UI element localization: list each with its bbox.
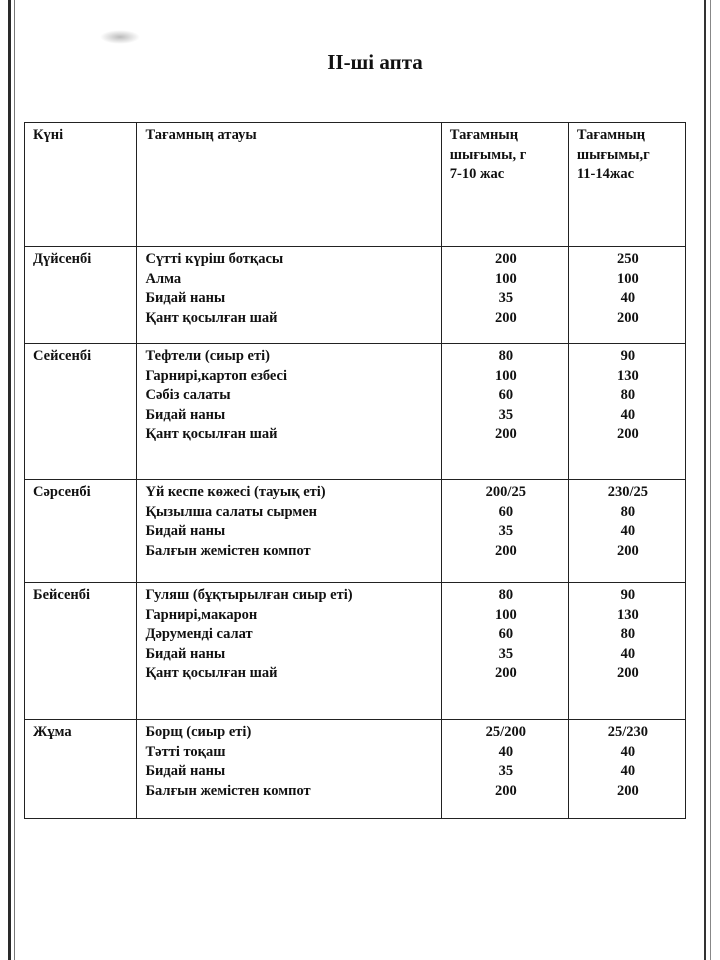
- day-cell: [25, 247, 137, 344]
- yield-value: 40: [620, 406, 636, 423]
- day-label: Дүйсенбі: [33, 251, 92, 267]
- dish-name: Қант қосылған шай: [145, 426, 278, 442]
- day-label: Жұма: [33, 724, 72, 740]
- yield-value: 200/25: [485, 484, 526, 500]
- dish-name: Қант қосылған шай: [145, 309, 278, 326]
- header-day: Күні: [25, 123, 137, 247]
- day-cell: [25, 583, 137, 720]
- table-row: [25, 583, 686, 720]
- dish-name: Үй кеспе көжесі (тауық еті): [145, 484, 326, 500]
- yield-value: 230/25: [607, 484, 649, 500]
- scan-edge-right: [704, 0, 706, 960]
- dish-name: Тәтті тоқаш: [145, 743, 226, 760]
- yield-value: 35: [498, 645, 514, 662]
- yield-11-14-cell: [568, 480, 685, 583]
- yield-value: 130: [617, 606, 639, 623]
- dish-cell: [137, 247, 441, 344]
- day-label: Сәрсенбі: [33, 484, 91, 500]
- yield-value: 100: [494, 606, 517, 623]
- dish-name: Дәруменді салат: [145, 626, 253, 642]
- day-cell: [25, 720, 137, 819]
- yield-7-10-cell: [441, 247, 568, 344]
- header-name: Тағамның атауы: [137, 123, 441, 247]
- yield-value: 80: [498, 348, 514, 364]
- table-header-row: [25, 123, 686, 247]
- yield-value: 80: [498, 587, 514, 603]
- table-row: [25, 720, 686, 819]
- yield-value: 200: [494, 251, 517, 267]
- yield-value: 40: [620, 290, 636, 306]
- yield-value: 130: [617, 367, 639, 384]
- scan-edge-left: [8, 0, 11, 960]
- yield-7-10-cell: [441, 720, 568, 819]
- yield-value: 80: [620, 503, 636, 520]
- dish-cell: [137, 583, 441, 720]
- yield-value: 200: [494, 665, 517, 681]
- yield-value: 200: [617, 782, 639, 799]
- day-label: Бейсенбі: [33, 587, 91, 603]
- dish-name: Борщ (сиыр еті): [145, 724, 252, 740]
- dish-name: Гуляш (бұқтырылған сиыр еті): [145, 587, 353, 603]
- dish-name: Бидай наны: [145, 523, 226, 539]
- yield-value: 40: [620, 743, 636, 760]
- yield-value: 60: [498, 387, 514, 403]
- yield-value: 250: [617, 251, 639, 267]
- dish-name: Қызылша салаты сырмен: [145, 503, 318, 520]
- yield-value: 200: [617, 665, 639, 681]
- yield-11-14-cell: [568, 720, 685, 819]
- dish-name: Тефтели (сиыр еті): [145, 348, 270, 364]
- dish-cell: [137, 344, 441, 480]
- day-cell: [25, 480, 137, 583]
- dish-name: Бидай наны: [145, 763, 226, 779]
- yield-value: 35: [498, 406, 514, 423]
- yield-value: 90: [620, 348, 636, 364]
- yield-value: 100: [494, 270, 517, 287]
- dish-name: Балғын жемістен компот: [145, 782, 311, 799]
- dish-name: Бидай наны: [145, 645, 226, 662]
- yield-value: 40: [620, 523, 636, 539]
- dish-name: Алма: [145, 270, 182, 287]
- yield-value: 40: [498, 743, 514, 760]
- dish-name: Сәбіз салаты: [145, 387, 231, 403]
- scan-edge-right-inner: [710, 0, 711, 960]
- dish-name: Гарнирі,картоп езбесі: [145, 367, 287, 384]
- yield-value: 35: [498, 290, 514, 306]
- yield-value: 35: [498, 523, 514, 539]
- dish-name: Қант қосылған шай: [145, 665, 278, 681]
- yield-value: 40: [620, 645, 636, 662]
- dish-name: Сүтті күріш ботқасы: [145, 251, 284, 267]
- yield-value: 25/230: [607, 724, 649, 740]
- yield-7-10-cell: [441, 480, 568, 583]
- table-row: [25, 480, 686, 583]
- scan-edge-left-inner: [14, 0, 15, 960]
- dish-name: Гарнирі,макарон: [145, 606, 258, 623]
- yield-value: 35: [498, 763, 514, 779]
- yield-value: 200: [494, 426, 517, 442]
- day-label: Сейсенбі: [33, 348, 92, 364]
- yield-11-14-cell: [568, 247, 685, 344]
- yield-7-10-cell: [441, 344, 568, 480]
- dish-name: Бидай наны: [145, 406, 226, 423]
- yield-value: 100: [494, 367, 517, 384]
- yield-value: 60: [498, 626, 514, 642]
- day-cell: [25, 344, 137, 480]
- yield-value: 200: [617, 542, 639, 559]
- dish-cell: [137, 480, 441, 583]
- yield-value: 200: [494, 542, 517, 559]
- yield-7-10-cell: [441, 583, 568, 720]
- dish-name: Бидай наны: [145, 290, 226, 306]
- yield-value: 200: [617, 309, 639, 326]
- yield-11-14-cell: [568, 344, 685, 480]
- yield-value: 80: [620, 387, 636, 403]
- menu-table: [24, 122, 686, 819]
- table-row: [25, 344, 686, 480]
- table-row: [25, 247, 686, 344]
- yield-value: 25/200: [485, 724, 526, 740]
- yield-value: 200: [617, 426, 639, 442]
- yield-value: 80: [620, 626, 636, 642]
- yield-value: 200: [494, 782, 517, 799]
- header-yield-11-14: Тағамның шығымы,г 11-14жас: [568, 123, 685, 247]
- dish-cell: [137, 720, 441, 819]
- header-yield-7-10: Тағамның шығымы, г 7-10 жас: [441, 123, 568, 247]
- yield-value: 60: [498, 503, 514, 520]
- yield-value: 40: [620, 763, 636, 779]
- yield-value: 90: [620, 587, 636, 603]
- scan-speck: [100, 30, 140, 44]
- page-title: II-ші апта: [327, 50, 423, 74]
- dish-name: Балғын жемістен компот: [145, 542, 311, 559]
- yield-11-14-cell: [568, 583, 685, 720]
- yield-value: 200: [494, 309, 517, 326]
- yield-value: 100: [617, 270, 639, 287]
